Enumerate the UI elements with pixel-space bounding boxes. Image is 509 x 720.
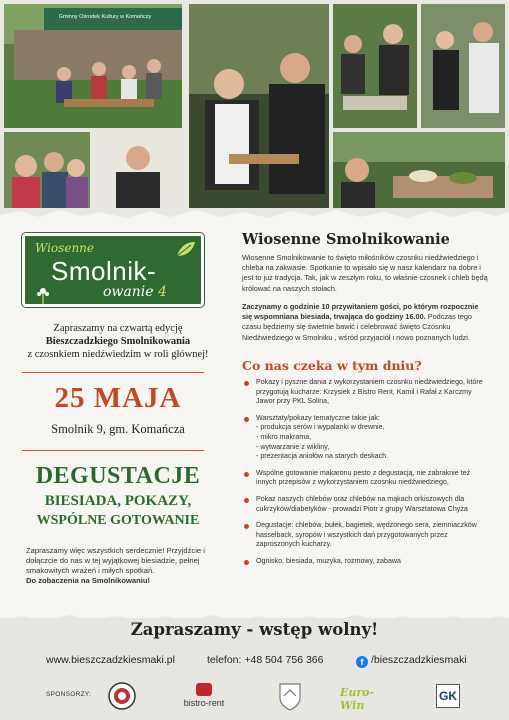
sponsor-logo-seal — [108, 682, 136, 710]
photo-cooking-demo — [189, 4, 329, 208]
logo-line3: owanie 4 — [103, 284, 167, 300]
program-item-line: - wytwarzanie z wikliny, — [256, 442, 330, 451]
program-item-line: Jawor przy PKL Solina, — [256, 397, 330, 406]
photo-guests — [4, 132, 90, 208]
program-item-line: - prezentacja aniołów na starych deskach. — [256, 452, 389, 461]
awning-text: Gminny Ośrodek Kultury w Komańczy — [58, 14, 152, 20]
program-item-line: Pokazy i pyszne dania z wykorzystaniem czosnku niedźwiedziego, które — [256, 378, 483, 386]
section-subtitle: Co nas czeka w tym dniu? — [242, 358, 422, 373]
sponsor-logo-crest — [278, 682, 302, 712]
main-paragraph-2: Zaczynamy o godzinie 10 przywitaniem gości, po którym rozpocznie się wspomniana biesiada, trwająca do godziny 16.00. Podczas tego czasu będziemy się świetnie bawić i celebrować święto Czosnku Niedźwiedziego w Smolniku , wśród przyjaciół i nowo poznanych ludzi. — [242, 302, 479, 342]
bistro-rent-icon — [196, 683, 212, 696]
main-title: Wiosenne Smolnikowanie — [242, 231, 450, 248]
program-item-line: - produkcja serów i wypalanki w drewnie, — [256, 423, 385, 432]
photo-food-table — [333, 132, 505, 208]
sponsor-logo-gk — [436, 684, 460, 708]
photo-collage — [0, 0, 509, 220]
invitation-text — [26, 546, 210, 586]
sponsor-name: Euro-Win — [340, 686, 375, 712]
photo-cooking-group — [333, 4, 417, 128]
program-item — [242, 557, 492, 567]
torn-edge-top — [0, 205, 509, 227]
program-item-line: innych przepisów z wykorzystaniem czosnku niedźwiedziego, — [256, 478, 449, 487]
program-item-line: zaproszonych kucharzy. — [256, 540, 332, 549]
divider — [22, 450, 204, 451]
facebook-icon: f — [356, 656, 368, 668]
program-item — [242, 521, 492, 550]
highlights — [18, 463, 218, 530]
program-item-line: cukrzyków/diabetyków - prowadzi Piotr z grupy Warsztatowa Chyża — [256, 504, 468, 513]
program-list — [242, 378, 492, 574]
program-item-line: przygotują kucharze: Krzysiek z Bistro Rent, Kamil i Rafał z Karczmy — [256, 387, 472, 396]
highlights-line3: WSPÓLNE GOTOWANIE — [36, 513, 200, 528]
program-item-line: Wspólne gotowanie makaronu pesto z degustacją, nie zabraknie też — [256, 468, 471, 477]
invitation-body: Zapraszamy więc wszystkich serdecznie! Przyjdźcie i dołączcie do nas w tej wyjątkowej biesiadzie, pełnej smakowitych wrażeń i miłych spotkań. — [26, 546, 205, 575]
program-item-line: Ognisko, biesiada, muzyka, rozmowy, zabawa — [256, 556, 401, 565]
website-link[interactable]: www.bieszczadzkiesmaki.pl — [46, 654, 175, 666]
sponsor-name: GK — [439, 689, 457, 703]
program-item-line: Warsztaty/pokazy tematyczne takie jak: — [256, 413, 380, 422]
program-item — [242, 495, 492, 514]
event-place: Smolnik 9, gm. Komańcza — [51, 422, 185, 436]
leaf-icon — [175, 240, 197, 258]
program-item-line: - mikro makrama, — [256, 432, 312, 441]
event-date: 25 MAJA — [54, 382, 182, 414]
program-item — [242, 414, 492, 462]
sponsors-label: SPONSORZY: — [46, 691, 92, 698]
intro-text — [18, 322, 218, 361]
divider — [22, 372, 204, 373]
photo-chef-portrait — [94, 132, 182, 208]
flower-icon — [33, 286, 53, 304]
program-item-line: hasselback, syropów i wszystkich dań przygotowanych przez — [256, 530, 448, 539]
sponsor-name: bistro-rent — [183, 698, 225, 708]
intro-line2: Bieszczadzkiego Smolnikowania — [45, 336, 191, 347]
invitation-closing: Do zobaczenia na Smolnikowaniu! — [26, 576, 151, 585]
sponsor-logo-euro-win — [340, 686, 390, 712]
main-paragraph-1: Wiosenne Smolnikowanie to święto miłośników czosnku niedźwiedziego i chleba na zakwasie. Spotkanie to wpisało się w nasz kalendarz na dobre i jest to już tradycja. Tak, jak w zeszłym roku, to właśnie czosnek i chleb będą królować na naszych stołach. — [242, 253, 488, 293]
program-item — [242, 378, 492, 407]
facebook-link[interactable]: f /bieszczadzkiesmaki — [356, 654, 467, 668]
footer-welcome: Zapraszamy - wstęp wolny! — [130, 620, 379, 639]
event-logo — [22, 233, 204, 307]
phone-number: telefon: +48 504 756 366 — [207, 654, 324, 666]
logo-edition-number: 4 — [158, 284, 167, 300]
program-item-line: Degustacje: chlebów, bułek, bagietek, wędzonego sera, ziemniaczków — [256, 521, 477, 530]
sponsor-logo-bistro-rent — [176, 683, 232, 713]
logo-line1: Wiosenne — [35, 241, 95, 255]
awning-sign — [40, 10, 170, 24]
intro-line1: Zapraszamy na czwartą edycję — [53, 323, 183, 334]
photo-chefs — [421, 4, 505, 128]
logo-line2: Smolnik- — [51, 256, 157, 286]
program-item-line: Pokaz naszych chlebów oraz chlebów na mąkach orkiszowych dla — [256, 494, 465, 503]
highlights-line2: BIESIADA, POKAZY, — [44, 493, 192, 509]
highlights-title: DEGUSTACJE — [35, 463, 201, 489]
intro-line3: z czosnkiem niedźwiedzim w roli głównej! — [27, 349, 209, 360]
program-item — [242, 469, 492, 488]
